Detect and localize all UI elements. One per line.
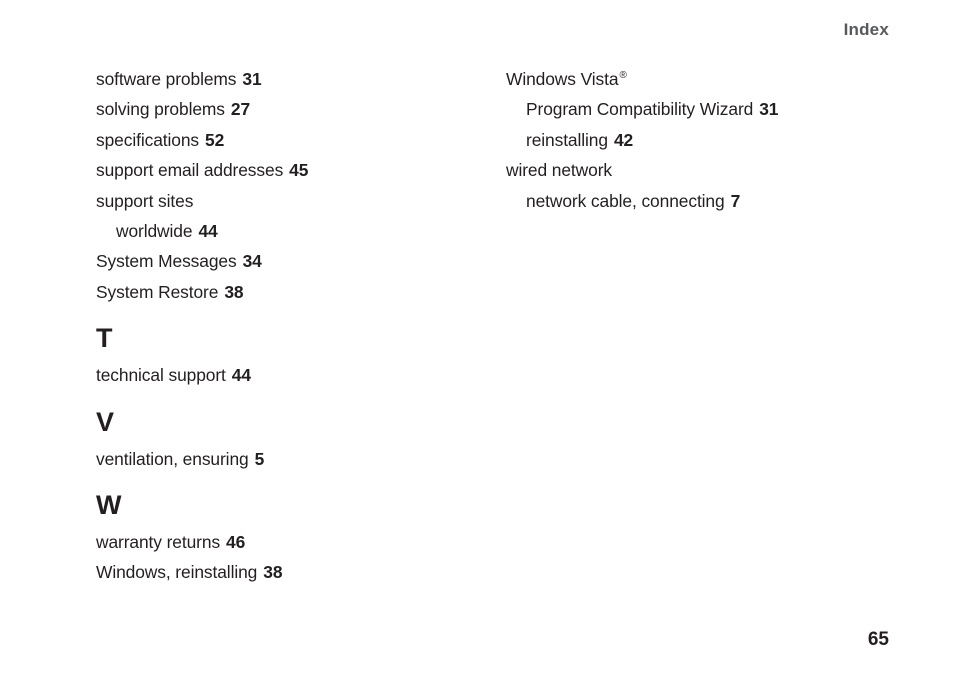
index-entry bbox=[96, 125, 476, 155]
page-reference: 44 bbox=[231, 365, 251, 386]
section-letter-w: W bbox=[96, 489, 122, 520]
index-term: specifications bbox=[96, 129, 199, 150]
index-subentry bbox=[506, 186, 896, 216]
page-reference: 34 bbox=[242, 251, 262, 272]
index-subentry bbox=[506, 125, 896, 155]
index-subentry bbox=[96, 216, 476, 246]
index-entry bbox=[96, 246, 476, 276]
index-entry bbox=[96, 444, 476, 474]
index-term: software problems bbox=[96, 69, 237, 89]
index-term: ventilation, ensuring bbox=[96, 448, 249, 469]
page-reference: 45 bbox=[289, 160, 309, 181]
page-reference: 44 bbox=[198, 220, 218, 241]
index-entry bbox=[506, 64, 896, 94]
section-letter-v: V bbox=[96, 406, 115, 437]
page-reference: 27 bbox=[230, 99, 251, 120]
index-term: System Restore bbox=[96, 281, 219, 302]
registered-mark: ® bbox=[619, 70, 627, 82]
running-head: Index bbox=[843, 20, 889, 39]
page-reference: 31 bbox=[242, 69, 262, 89]
index-entry bbox=[96, 557, 476, 587]
index-entry bbox=[506, 155, 896, 185]
section-letter-t: T bbox=[96, 323, 113, 354]
page-reference: 38 bbox=[224, 281, 244, 302]
index-column-left bbox=[96, 64, 476, 588]
index-term: technical support bbox=[96, 365, 226, 386]
index-entry bbox=[96, 360, 476, 390]
page-reference: 38 bbox=[263, 562, 283, 583]
index-entry bbox=[96, 277, 476, 307]
index-term: reinstalling bbox=[526, 129, 608, 150]
index-term: Windows Vista bbox=[506, 69, 619, 89]
index-term: warranty returns bbox=[96, 531, 221, 552]
index-term: Program Compatibility Wizard bbox=[526, 99, 754, 120]
index-entry bbox=[96, 186, 476, 216]
index-term: support email addresses bbox=[96, 160, 284, 181]
page-reference: 52 bbox=[205, 129, 225, 150]
page-reference: 42 bbox=[613, 129, 634, 150]
index-entry bbox=[96, 94, 476, 124]
index-entry bbox=[96, 64, 476, 94]
index-entry bbox=[96, 155, 476, 185]
index-term: solving problems bbox=[96, 99, 225, 120]
index-term: System Messages bbox=[96, 251, 237, 272]
index-term: wired network bbox=[506, 160, 612, 181]
page-number: 65 bbox=[867, 629, 889, 650]
index-column-right bbox=[506, 64, 896, 216]
index-term: Windows, reinstalling bbox=[96, 562, 258, 583]
page-reference: 5 bbox=[254, 448, 265, 469]
page-reference: 31 bbox=[759, 99, 779, 120]
page-reference: 46 bbox=[226, 531, 246, 552]
index-term: network cable, connecting bbox=[526, 190, 725, 211]
index-entry bbox=[96, 527, 476, 557]
index-term: support sites bbox=[96, 190, 194, 211]
index-term: worldwide bbox=[116, 220, 193, 241]
index-subentry bbox=[506, 94, 896, 124]
page-reference: 7 bbox=[730, 190, 741, 211]
